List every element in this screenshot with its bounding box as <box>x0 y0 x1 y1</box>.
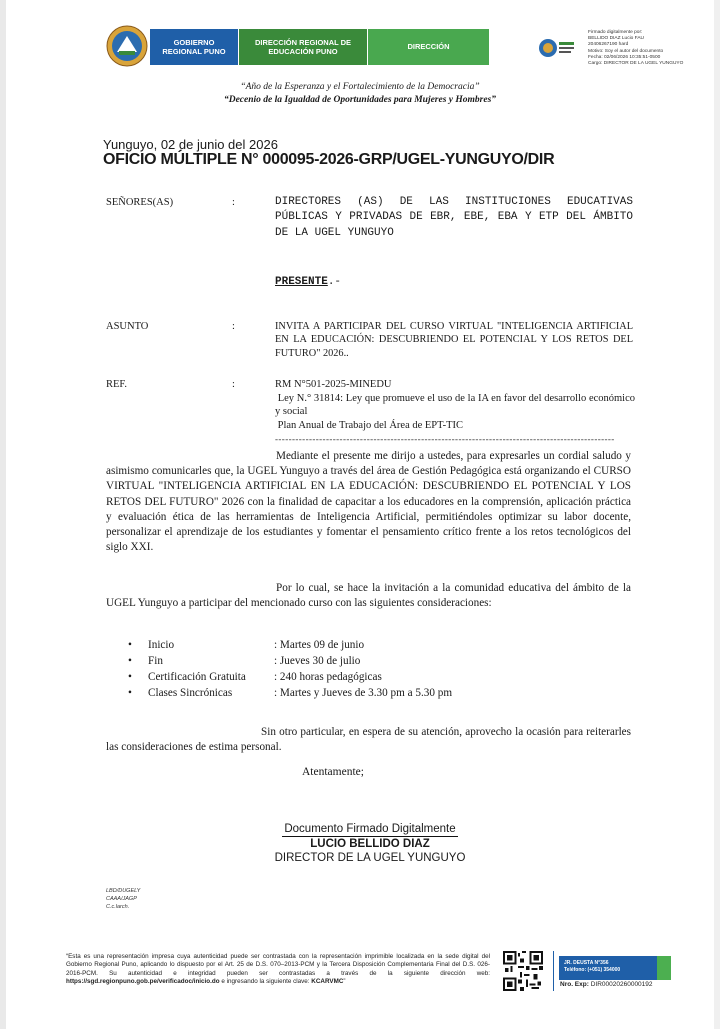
document-date: Yunguyo, 02 de junio del 2026 <box>103 137 278 152</box>
year-name-line: “Año de la Esperanza y el Fortalecimiento de la Democracia” <box>240 82 480 92</box>
colon: : <box>232 197 235 208</box>
colon: : <box>232 321 235 332</box>
digital-signature-metadata <box>588 30 716 67</box>
presente-word: PRESENTE <box>275 276 328 288</box>
item-key: Certificación Gratuita <box>148 671 246 683</box>
list-item <box>128 653 452 669</box>
ref-divider: ---------------------------------------------------------------------------------------------------- <box>275 434 615 444</box>
contact-box <box>559 956 671 980</box>
contact-box-stripe <box>657 956 671 980</box>
reference-initials <box>106 888 140 911</box>
dre-puno-banner <box>239 29 367 65</box>
bullet-icon: • <box>128 655 132 667</box>
ref-item: Ley N.° 31814: Ley que promueve el uso de la IA en favor del desarrollo económico y social <box>275 392 638 418</box>
sig-meta-line: Firmado digitalmente por: <box>588 30 643 35</box>
gobierno-regional-label: GOBIERNO REGIONAL PUNO <box>162 37 226 56</box>
list-item <box>128 637 452 653</box>
sig-meta-line: Fecha: 02/06/2026 10:35:51-0500 <box>588 54 661 60</box>
ref-list <box>275 378 638 432</box>
item-key: Fin <box>148 655 163 667</box>
asunto-label: ASUNTO <box>106 321 149 332</box>
item-key: Clases Sincrónicas <box>148 687 233 699</box>
phone: Teléfono: (+051) 354000 <box>564 967 621 973</box>
ref-item: Plan Anual de Trabajo del Área de EPT-TIC <box>275 419 464 431</box>
body-paragraph-2: Por lo cual, se hace la invitación a la comunidad educativa del ámbito de la UGEL Yunguyo a participar del mencionado curso con las siguientes consideraciones: <box>106 582 631 610</box>
sig-meta-line: BELLIDO DIAZ Lucio FAU <box>588 36 644 42</box>
item-value: : 240 horas pedagógicas <box>274 671 382 683</box>
sig-meta-line: Motivo: Soy el autor del documento <box>588 48 664 54</box>
initials-line: LBD/DUGELY <box>106 888 141 894</box>
expedient-number <box>560 981 653 988</box>
signature-doc-label: Documento Firmado Digitalmente <box>284 823 456 835</box>
initials-line: CAAA/JAGP <box>106 895 137 902</box>
direccion-banner <box>368 29 489 65</box>
sig-meta-line: Cargo: DIRECTOR DE LA UGEL YUNGUYO <box>588 61 684 67</box>
address: JR. DEUSTA N°356 <box>564 960 609 966</box>
ref-item: RM N°501-2025-MINEDU <box>275 379 392 390</box>
item-value: : Martes 09 de junio <box>274 639 365 651</box>
gobierno-regional-banner <box>150 29 238 65</box>
verification-url[interactable]: https://sgd.regionpuno.gob.pe/verificadoc/inicio.do <box>66 978 220 986</box>
bullet-icon: • <box>128 671 132 683</box>
footer-divider <box>553 951 554 991</box>
ugel-seal-icon <box>538 34 576 62</box>
colon: : <box>232 379 235 390</box>
verification-notice <box>66 953 490 987</box>
verification-key: KCARVMC <box>311 978 344 986</box>
bullet-icon: • <box>128 687 132 699</box>
item-value: : Martes y Jueves de 3.30 pm a 5.30 pm <box>274 687 453 699</box>
clave-text: e ingresando la siguiente clave: <box>219 978 312 986</box>
senores-label: SEÑORES(AS) <box>106 197 174 208</box>
sig-meta-line: 20406267190 hard <box>588 42 629 48</box>
ref-label: REF. <box>106 379 128 390</box>
signer-name: LUCIO BELLIDO DIAZ <box>310 838 430 850</box>
exp-label: Nro. Exp: <box>560 981 589 988</box>
body-paragraph-3: Sin otro particular, en espera de su atención, aprovecho la ocasión para reiterarles las consideraciones de estima personal. <box>106 726 631 754</box>
initials-line: C.c.larch. <box>106 903 130 910</box>
considerations-list <box>128 637 452 701</box>
presente <box>275 276 341 288</box>
list-item <box>128 669 452 685</box>
oficio-number: OFICIO MÚLTIPLE N° 000095-2026-GRP/UGEL-YUNGUYO/DIR <box>103 151 555 168</box>
item-value: : Jueves 30 de julio <box>274 655 361 667</box>
signature-block <box>220 822 520 865</box>
presente-suffix: .- <box>327 276 342 288</box>
bullet-icon: • <box>128 639 132 651</box>
closing-quote: ” <box>343 978 346 986</box>
body-paragraph-1: Mediante el presente me dirijo a ustedes, para expresarles un cordial saludo y asimismo comunicarles que, la UGEL Yunguyo a través del área de Gestión Pedagógica está organizando el CURSO VIRTUAL "INTELIGENCIA ARTIFICIAL EN LA EDUCACIÓN: DESCUBRIENDO EL POTENCIAL Y LOS RETOS DEL FUTURO" 2026 con la finalidad de capacitar a los educadores en la comprensión, aplicación práctica y evaluación ética de las herramientas de Inteligencia Artificial, permitiéndoles optimizar su labor docente, personalizar el aprendizaje de los estudiantes y fomentar el pensamiento crítico frente a los retos tecnológicos del siglo XXI. <box>106 450 631 554</box>
item-key: Inicio <box>148 639 175 651</box>
decade-name-line: “Decenio de la Igualdad de Oportunidades para Mujeres y Hombres” <box>223 95 497 105</box>
asunto-text: INVITA A PARTICIPAR DEL CURSO VIRTUAL "INTELIGENCIA ARTIFICIAL EN LA EDUCACIÓN: DESCUBRIENDO EL POTENCIAL Y LOS RETOS DEL FUTURO" 2026.. <box>275 321 633 359</box>
recipients-text: DIRECTORES (AS) DE LAS INSTITUCIONES EDUCATIVAS PÚBLICAS Y PRIVADAS DE EBR, EBE, EBA Y ETP DEL ÁMBITO DE LA UGEL YUNGUYO <box>275 196 633 239</box>
dre-puno-label: DIRECCIÓN REGIONAL DE EDUCACIÓN PUNO <box>254 37 352 56</box>
list-item <box>128 685 452 701</box>
signer-role: DIRECTOR DE LA UGEL YUNGUYO <box>274 852 466 864</box>
legal-text: “Esta es una representación impresa cuya autenticidad puede ser contrastada con la representación imprimible localizada en la sede digital del Gobierno Regional Puno, aplicando lo dispuesto por el Art. 25 de D.S. 070–2013-PCM y la Tercera Disposición Complementaria Final del D.S. 026-2016-PCM. Su autenticidad e integridad pueden ser contrastadas a través de la siguiente dirección web: <box>66 953 490 977</box>
exp-value: DIR00020260000192 <box>588 981 653 988</box>
direccion-label: DIRECCIÓN <box>407 42 450 52</box>
closing-salutation: Atentamente; <box>302 766 364 778</box>
regional-government-logo-icon <box>105 24 149 68</box>
qr-code-icon <box>503 951 543 991</box>
